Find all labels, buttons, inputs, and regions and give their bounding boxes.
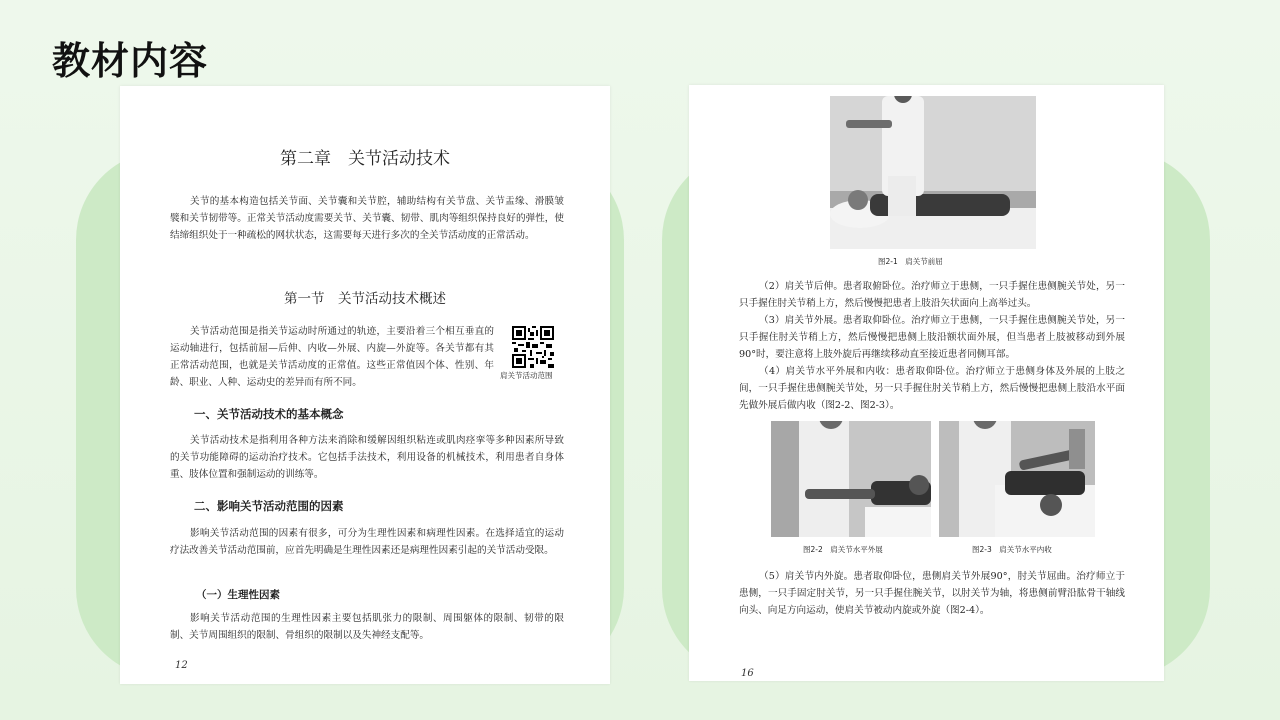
textbook-page-right <box>689 85 1164 681</box>
factors-paragraph: 影响关节活动范围的因素有很多，可分为生理性因素和病理性因素。在选择适宜的运动疗法改善关节活动范围前，应首先明确是生理性因素还是病理性因素引起的关节活动受限。 <box>170 528 564 556</box>
section-title: 第一节 关节活动技术概述 <box>284 291 446 307</box>
subheading-physiological: （一）生理性因素 <box>196 589 280 601</box>
qr-caption: 肩关节活动范围 <box>500 371 553 380</box>
figure-caption-2-2: 图2-2 肩关节水平外展 <box>803 545 883 554</box>
chapter-title: 第二章 关节活动技术 <box>280 149 450 169</box>
figure-shoulder-flexion <box>830 96 1036 249</box>
qr-code-icon <box>512 326 554 368</box>
heading-factors: 二、影响关节活动范围的因素 <box>194 499 344 513</box>
textbook-page-left <box>120 86 610 684</box>
intro-paragraph: 关节的基本构造包括关节面、关节囊和关节腔，辅助结构有关节盘、关节盂缘、滑膜皱襞和关节韧带等。正常关节活动度需要关节、关节囊、韧带、肌肉等组织保持良好的弹性，使结缔组织处于一种疏松的网状状态，这需要每天进行多次的全关节活动度的正常活动。 <box>170 196 564 241</box>
section-paragraph: 关节活动范围是指关节运动时所通过的轨迹，主要沿着三个相互垂直的运动轴进行，包括前屈—后伸、内收—外展、内旋—外旋等。各关节都有其正常活动范围，也就是关节活动度的正常值。这些正常值因个体、性别、年龄、职业、人种、运动史的差异而有所不同。 <box>170 326 494 388</box>
figure-caption-2-3: 图2-3 肩关节水平内收 <box>972 545 1052 554</box>
figure-caption-2-1: 图2-1 肩关节前屈 <box>878 257 943 266</box>
heading-basic-concept: 一、关节活动技术的基本概念 <box>194 407 344 421</box>
physiological-paragraph: 影响关节活动范围的生理性因素主要包括肌张力的限制、周围躯体的限制、韧带的限制、关节周围组织的限制、骨组织的限制以及失神经支配等。 <box>170 613 564 641</box>
abduction-paragraph: （3）肩关节外展。患者取仰卧位。治疗师立于患侧，一只手握住患侧腕关节处，另一只手握住肘关节稍上方，然后慢慢把患侧上肢沿额状面外展，但当患者上肢被移动到外展90°时，要注意将上肢外旋后再继续移动直至接近患者同侧耳部。 <box>739 315 1125 360</box>
slide-title: 教材内容 <box>52 39 209 83</box>
extension-paragraph: （2）肩关节后伸。患者取俯卧位。治疗师立于患侧，一只手握住患侧腕关节处，另一只手握住肘关节稍上方，然后慢慢把患者上肢沿矢状面向上高举过头。 <box>739 281 1125 309</box>
figure-horizontal-adduction <box>939 421 1095 537</box>
page-number-left: 12 <box>175 660 188 671</box>
page-number-right: 16 <box>741 668 754 679</box>
figure-horizontal-abduction <box>771 421 931 537</box>
concept-paragraph: 关节活动技术是指利用各种方法来消除和缓解因组织粘连或肌肉痉挛等多种因素所导致的关节功能障碍的运动治疗技术。它包括手法技术，利用设备的机械技术，利用患者自身体重、肢体位置和强制运动的训练等。 <box>170 435 564 480</box>
horizontal-paragraph: （4）肩关节水平外展和内收：患者取仰卧位。治疗师立于患侧身体及外展的上肢之间，一只手握住患侧腕关节处，另一只手握住肘关节稍上方，然后慢慢把患侧上肢沿水平面先做外展后做内收（图2-2、图2-3）。 <box>739 366 1125 411</box>
rotation-paragraph: （5）肩关节内外旋。患者取仰卧位，患侧肩关节外展90°，肘关节屈曲。治疗师立于患侧，一只手固定肘关节，另一只手握住腕关节，以肘关节为轴，将患侧前臂沿肱骨干轴线向头、向足方向运动，使肩关节被动内旋或外旋（图2-4）。 <box>739 571 1125 616</box>
